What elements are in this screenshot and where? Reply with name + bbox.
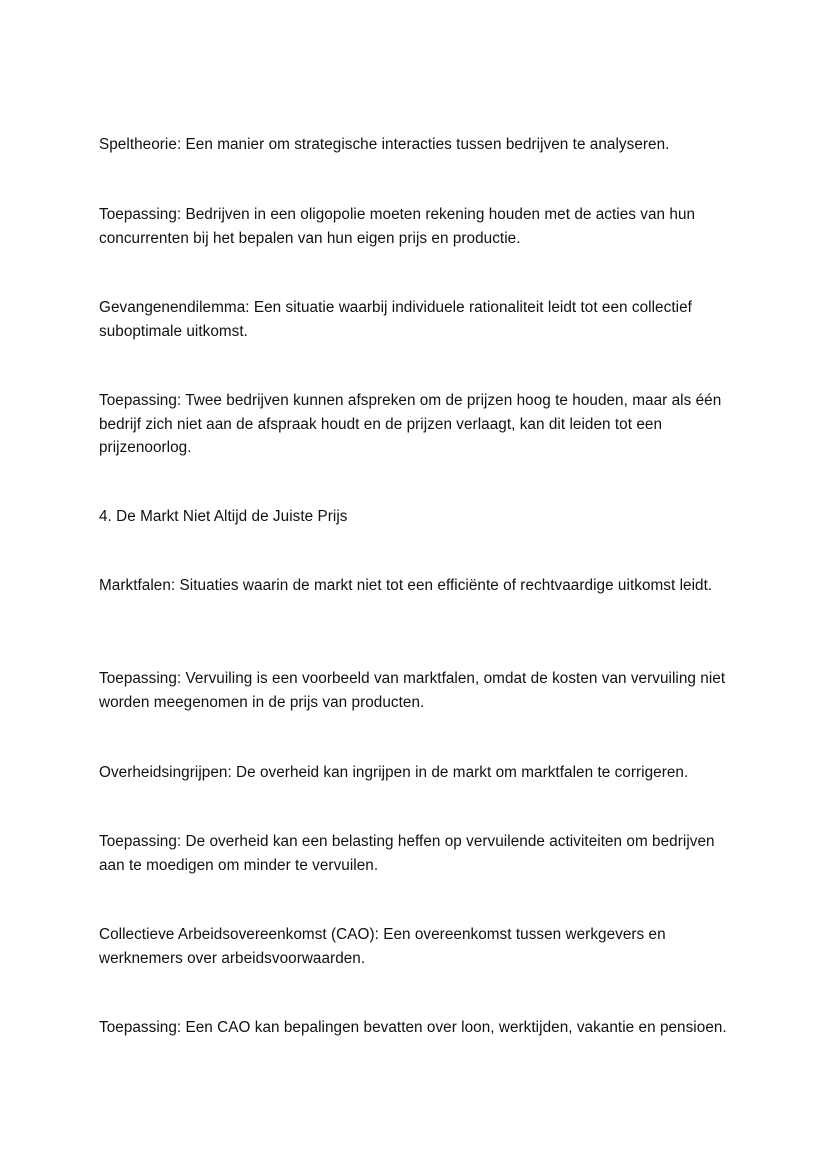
paragraph-marktfalen: Marktfalen: Situaties waarin de markt niet tot een efficiënte of rechtvaardige uitkomst leidt. [99,577,713,594]
paragraph-overheidsingrijpen: Overheidsingrijpen: De overheid kan ingrijpen in de markt om marktfalen te corrigeren. [99,764,689,781]
paragraph-cao: Collectieve Arbeidsovereenkomst (CAO): Een overeenkomst tussen werkgevers en werknemers over arbeidsvoorwaarden. [99,926,666,967]
paragraph-toepassing-belasting: Toepassing: De overheid kan een belasting heffen op vervuilende activiteiten om bedrijven aan te moedigen om minder te vervuilen. [99,833,715,874]
paragraph-toepassing-vervuiling: Toepassing: Vervuiling is een voorbeeld van marktfalen, omdat de kosten van vervuiling niet worden meegenomen in de prijs van producten. [99,670,726,711]
paragraph-toepassing-cao: Toepassing: Een CAO kan bepalingen bevatten over loon, werktijden, vakantie en pensioen. [99,1019,727,1036]
section-heading: 4. De Markt Niet Altijd de Juiste Prijs [99,508,348,525]
paragraph-gevangenendilemma: Gevangenendilemma: Een situatie waarbij individuele rationaliteit leidt tot een collectief suboptimale uitkomst. [99,299,692,340]
paragraph-speltheorie: Speltheorie: Een manier om strategische interacties tussen bedrijven te analyseren. [99,136,670,153]
paragraph-toepassing-prijzenoorlog: Toepassing: Twee bedrijven kunnen afspreken om de prijzen hoog te houden, maar als één bedrijf zich niet aan de afspraak houdt en de prijzen verlaagt, kan dit leiden tot een prijzenoorlog. [99,392,722,456]
paragraph-toepassing-oligopolie: Toepassing: Bedrijven in een oligopolie moeten rekening houden met de acties van hun concurrenten bij het bepalen van hun eigen prijs en productie. [99,206,696,247]
